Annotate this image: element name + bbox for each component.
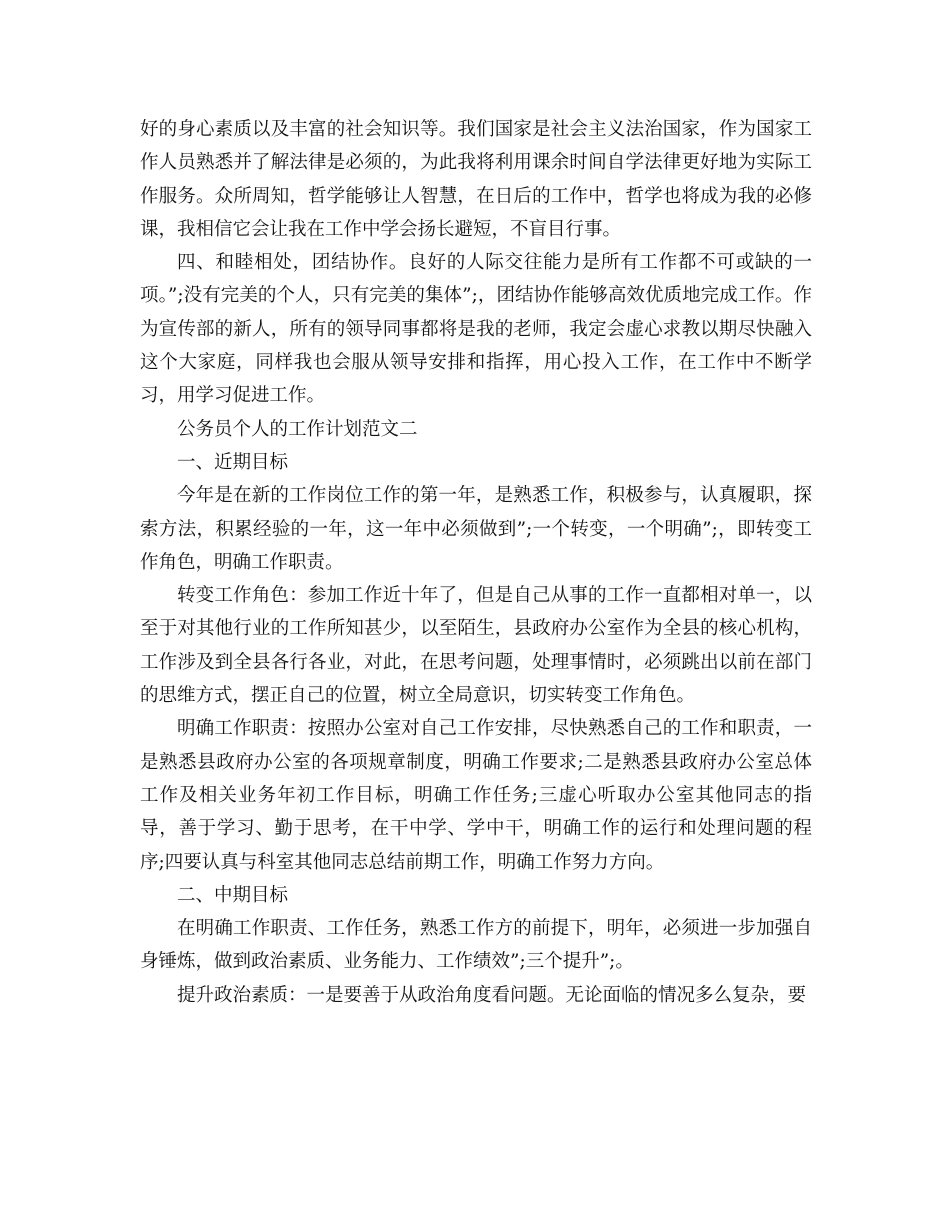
paragraph-political-quality: 提升政治素质：一是要善于从政治角度看问题。无论面临的情况多么复杂，要	[177, 984, 807, 1006]
heading-mid-term-goals: 二、中期目标	[177, 884, 289, 906]
document-body	[140, 113, 812, 1012]
paragraph-continuation: 好的身心素质以及丰富的社会知识等。我们国家是社会主义法治国家，作为国家工作人员熟悉并了解法律是必须的，为此我将利用课余时间自学法律更好地为实际工作服务。众所周知，哲学能够让人智慧，在日后的工作中，哲学也将成为我的必修课，我相信它会让我在工作中学会扬长避短，不盲目行事。	[140, 119, 812, 240]
paragraph-clarify-duties: 明确工作职责：按照办公室对自己工作安排，尽快熟悉自己的工作和职责，一是熟悉县政府办公室的各项规章制度，明确工作要求;二是熟悉县政府办公室总体工作及相关业务年初工作目标，明确工作任务;三虚心听取办公室其他同志的指导，善于学习、勤于思考，在干中学、学中干，明确工作的运行和处理问题的程序;四要认真与科室其他同志总结前期工作，明确工作努力方向。	[140, 718, 812, 873]
heading-short-term-goals: 一、近期目标	[177, 451, 289, 473]
paragraph-section-four: 四、和睦相处，团结协作。良好的人际交往能力是所有工作都不可或缺的一项。”;没有完美的个人，只有完美的集体”;，团结协作能够高效优质地完成工作。作为宣传部的新人，所有的领导同事都将是我的老师，我定会虚心求教以期尽快融入这个大家庭，同样我也会服从领导安排和指挥，用心投入工作，在工作中不断学习，用学习促进工作。	[140, 252, 812, 407]
paragraph-three-improvements: 在明确工作职责、工作任务，熟悉工作方的前提下，明年，必须进一步加强自身锤炼，做到政治素质、业务能力、工作绩效”;三个提升”;。	[140, 918, 812, 973]
paragraph-change-role: 转变工作角色：参加工作近十年了，但是自己从事的工作一直都相对单一，以至于对其他行业的工作所知甚少，以至陌生，县政府办公室作为全县的核心机构，工作涉及到全县各行各业，对此，在思考问题，处理事情时，必须跳出以前在部门的思维方式，摆正自己的位置，树立全局意识，切实转变工作角色。	[140, 585, 812, 707]
paragraph-first-year: 今年是在新的工作岗位工作的第一年，是熟悉工作，积极参与，认真履职，探索方法，积累经验的一年，这一年中必须做到”;一个转变，一个明确”;，即转变工作角色，明确工作职责。	[140, 485, 812, 573]
article-title-two: 公务员个人的工作计划范文二	[177, 418, 418, 440]
